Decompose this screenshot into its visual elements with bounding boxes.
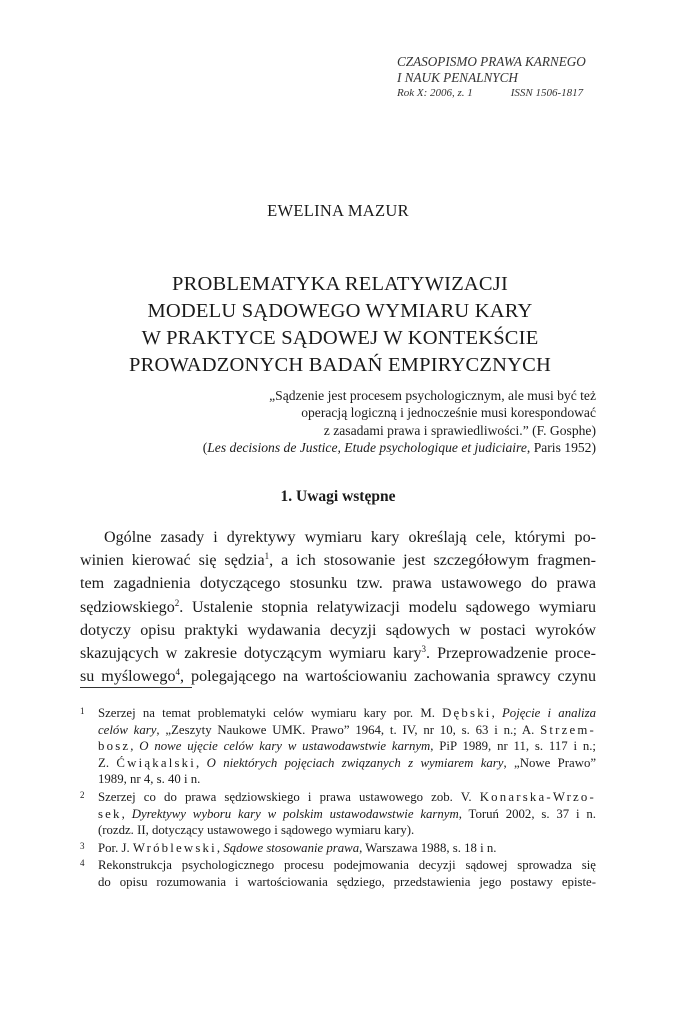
footnote-number: 3 [80,840,85,851]
epigraph-paren: ( [202,440,208,456]
body-paragraph [80,526,596,688]
fn-author: Strzem- [540,722,596,737]
fn-text: Por. J. [98,840,133,855]
fn-author: Dębski [442,706,492,720]
footnote-line: do opisu rozumowania i wartościowania sędziego, przedstawienia jego postawy episte- [98,874,596,889]
body-text-segment: . Przeprowadzenie proce- [426,644,596,662]
footnote-2 [80,789,596,839]
author-name: EWELINA MAZUR [267,201,409,220]
fn-text: , [216,840,224,855]
epigraph [116,387,596,457]
epigraph-line: operacją logiczną i jednocześnie musi korespondować [301,405,596,421]
title-line: PROWADZONYCH BADAŃ EMPIRYCZNYCH [129,354,551,376]
body-line [80,642,596,665]
epigraph-line: „Sądzenie jest procesem psychologicznym, ale musi być też [269,388,596,403]
fn-author: Konarska-Wrzo- [479,789,596,804]
fn-title: O niektórych pojęciach związanych z wymiarem kary [206,755,504,770]
article-title [60,271,620,379]
footnote-line [98,755,596,772]
body-text-segment: sędziowskiego [80,598,175,616]
fn-text: , Warszawa 1988, s. 18 i n. [359,840,497,855]
footnote-ref[interactable]: 3 [421,643,427,654]
footnote-line [98,722,596,739]
body-text-segment: , a ich stosowanie jest szczegółowym fragmen- [269,552,596,570]
body-text-segment: , polegającego na wartościowaniu zachowania sprawcy czynu [180,668,596,686]
body-line: dotyczy opisu praktyki wydawania decyzji sądowych w postaci wyroków [80,621,596,639]
fn-text: Z. [98,755,117,770]
fn-text: , „Nowe Prawo” [503,755,597,770]
fn-text: , [491,706,502,720]
body-line [80,596,596,619]
journal-issue [397,86,617,100]
body-line [80,549,596,572]
footnotes [80,705,596,892]
footnote-number: 1 [80,706,85,716]
footnote-line [98,738,596,755]
epigraph-source-rest: , Paris 1952) [526,440,596,456]
epigraph-source [116,439,596,456]
title-line: MODELU SĄDOWEGO WYMIARU KARY [147,300,533,322]
footnote-ref[interactable]: 4 [175,667,181,678]
footnote-ref[interactable]: 1 [264,551,270,562]
footnote-number: 2 [80,789,85,800]
footnote-4 [80,857,596,890]
footnote-1 [80,705,596,788]
body-line [80,665,596,688]
journal-volume: Rok X: 2006, z. 1 [397,87,473,99]
epigraph-line: z zasadami prawa i sprawiedliwości.” (F. Gosphe) [323,422,596,438]
title-line: W PRAKTYCE SĄDOWEJ W KONTEKŚCIE [141,327,539,349]
fn-author: bosz [98,739,131,754]
fn-text: Szerzej na temat problematyki celów wymiaru kary por. M. [98,706,443,720]
journal-name-line2: I NAUK PENALNYCH [397,70,518,85]
body-line: tem zagadnienia dotyczącego stosunku tzw. prawa ustawowego do prawa [80,575,596,593]
footnote-divider [80,687,192,688]
footnote-number: 4 [80,858,85,869]
journal-name-line1: CZASOPISMO PRAWA KARNEGO [397,54,586,69]
epigraph-source-title: Les decisions de Justice, Etude psychologique et judiciaire [207,440,527,456]
footnote-3 [80,840,596,857]
footnote-line: (rozdz. II, dotyczący ustawowego i sądowego wymiaru kary). [98,823,415,838]
footnote-line: Rekonstrukcja psychologicznego procesu podejmowania decyzji sądowej sprowadza się [98,858,596,873]
footnote-line [98,789,596,806]
fn-author: Wróblewski [132,840,217,855]
fn-text: , PiP 1989, nr 11, s. 117 i n.; [430,739,596,754]
fn-author: sek [98,806,122,821]
fn-title: Sądowe stosowanie prawa [223,840,360,855]
journal-header [397,54,617,100]
fn-text: , [196,755,207,770]
body-line: Ogólne zasady i dyrektywy wymiaru kary określają cele, którymi po- [104,529,596,546]
section-heading: 1. Uwagi wstępne [280,488,396,505]
body-text-segment: winien kierować się sędzia [80,552,265,570]
body-text-segment: su myślowego [80,668,176,686]
fn-title: celów kary [98,722,157,737]
fn-text: , [121,806,132,821]
title-line: PROBLEMATYKA RELATYWIZACJI [171,273,509,295]
fn-title: O nowe ujęcie celów kary w ustawodawstwie karnym [139,739,431,754]
fn-title: Dyrektywy wyboru kary w polskim ustawodawstwie karnym [131,806,459,821]
footnote-ref[interactable]: 2 [174,597,180,608]
footnote-line [98,705,596,722]
fn-text: , [130,739,140,754]
journal-issn: ISSN 1506-1817 [510,87,584,99]
footnote-line [98,840,596,857]
body-text-segment: skazujących w zakresie dotyczącym wymiaru kary [80,644,422,662]
body-text-segment: . Ustalenie stopnia relatywizacji modelu sądowego wymiaru [179,598,596,616]
fn-text: , „Zeszyty Naukowe UMK. Prawo” 1964, t. IV, nr 10, s. 63 i n.; A. [156,722,541,737]
fn-title: Pojęcie i analiza [501,706,596,720]
fn-author: Ćwiąkalski [116,755,196,770]
fn-text: Szerzej co do prawa sędziowskiego i prawa ustawowego zob. V. [98,789,480,804]
footnote-line [98,806,596,823]
fn-text: , Toruń 2002, s. 37 i n. [458,806,596,821]
footnote-line: 1989, nr 4, s. 40 i n. [98,772,201,787]
